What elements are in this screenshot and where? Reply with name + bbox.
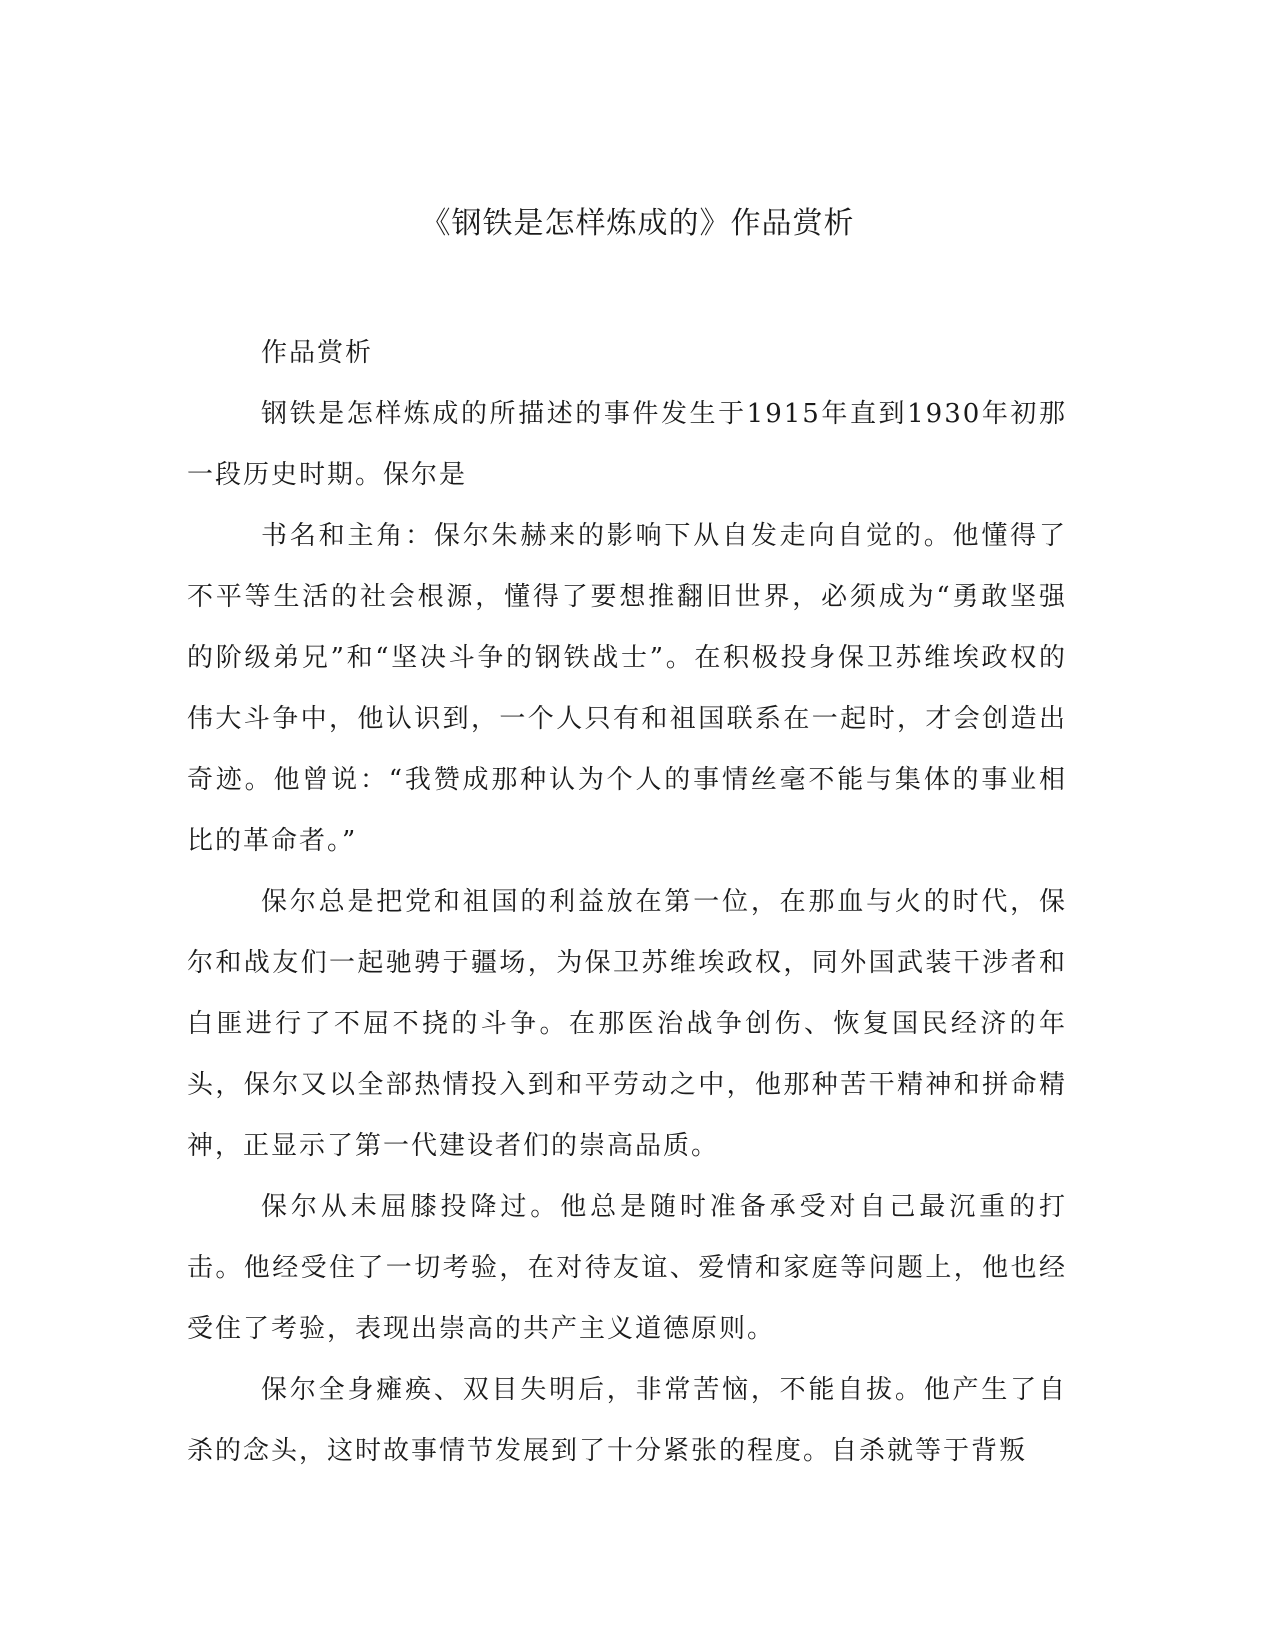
paragraph-never-surrendered: 保尔从未屈膝投降过。他总是随时准备承受对自己最沉重的打击。他经受住了一切考验，在对待友谊、爱情和家庭等问题上，他也经受住了考验，表现出崇高的共产主义道德原则。	[187, 1192, 1067, 1344]
paragraph-intro: 钢铁是怎样炼成的所描述的事件发生于1915年直到1930年初那一段历史时期。保尔是	[187, 399, 1067, 490]
paragraph-paralysis: 保尔全身瘫痪、双目失明后，非常苦恼，不能自拔。他产生了自杀的念头，这时故事情节发展到了十分紧张的程度。自杀就等于背叛	[187, 1375, 1067, 1466]
section-heading: 作品赏析	[261, 338, 374, 368]
paragraph-party-and-motherland: 保尔总是把党和祖国的利益放在第一位，在那血与火的时代，保尔和战友们一起驰骋于疆场，为保卫苏维埃政权，同外国武装干涉者和白匪进行了不屈不挠的斗争。在那医治战争创伤、恢复国民经济的年头，保尔又以全部热情投入到和平劳动之中，他那种苦干精神和拼命精神，正显示了第一代建设者们的崇高品质。	[187, 887, 1067, 1161]
paragraph-protagonist: 书名和主角：保尔朱赫来的影响下从自发走向自觉的。他懂得了不平等生活的社会根源，懂得了要想推翻旧世界，必须成为“勇敢坚强的阶级弟兄”和“坚决斗争的钢铁战士”。在积极投身保卫苏维埃政权的伟大斗争中，他认识到，一个人只有和祖国联系在一起时，才会创造出奇迹。他曾说：“我赞成那种认为个人的事情丝毫不能与集体的事业相比的革命者。”	[187, 521, 1067, 856]
document-body	[187, 323, 1067, 1482]
document-title: 《钢铁是怎样炼成的》作品赏析	[420, 206, 855, 241]
